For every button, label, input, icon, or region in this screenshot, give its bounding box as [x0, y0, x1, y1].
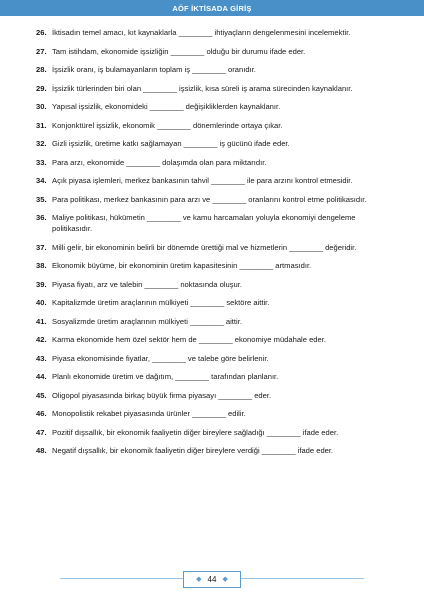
question-item: [36, 194, 394, 205]
question-item: [36, 64, 394, 75]
question-item: [36, 260, 394, 271]
page-footer: [0, 566, 424, 592]
header-title: AÖF İKTİSADA GİRİŞ: [172, 3, 252, 13]
question-item: [36, 427, 394, 438]
question-number: 33.: [36, 157, 47, 167]
question-text: Piyasa fiyatı, arz ve talebin ________ noktasında oluşur.: [52, 279, 242, 289]
question-item: [36, 175, 394, 186]
question-number: 26.: [36, 28, 47, 37]
question-text: Tam istihdam, ekonomide işsizliğin ________ olduğu bir durumu ifade eder.: [52, 46, 306, 56]
question-item: [36, 408, 394, 419]
question-number: 32.: [36, 139, 47, 148]
question-item: [36, 46, 394, 57]
question-item: [36, 138, 394, 149]
question-item: [36, 353, 394, 364]
question-text: Para politikası, merkez bankasının para arzı ve ________ oranlarını kontrol etme politikasıdır.: [52, 194, 367, 204]
question-number: 29.: [36, 83, 47, 93]
question-number: 46.: [36, 409, 47, 418]
question-number: 36.: [36, 213, 47, 222]
question-number: 30.: [36, 102, 47, 111]
question-text: Kapitalizmde üretim araçlarının mülkiyeti ________ sektöre aittir.: [52, 298, 270, 307]
question-text: Gizli işsizlik, üretime katkı sağlamayan ________ iş gücünü ifade eder.: [52, 139, 290, 148]
question-number: 27.: [36, 46, 47, 56]
question-item: [36, 334, 394, 345]
question-item: [36, 212, 394, 234]
question-text: Sosyalizmde üretim araçlarının mülkiyeti ________ aittir.: [52, 316, 242, 326]
question-item: [36, 83, 394, 94]
question-text: Açık piyasa işlemleri, merkez bankasının tahvil ________ ile para arzını kontrol etmesidir.: [52, 176, 353, 185]
question-text: Maliye politikası, hükümetin ________ ve kamu harcamaları yoluyla ekonomiyi dengeleme politikasıdır.: [52, 213, 356, 233]
question-item: [36, 297, 394, 308]
question-item: [36, 445, 394, 456]
header-bar: [0, 0, 424, 16]
question-list: [36, 27, 394, 464]
question-text: İşsizlik oranı, iş bulamayanların toplam iş ________ oranıdır.: [52, 65, 256, 74]
question-number: 40.: [36, 298, 47, 307]
question-number: 39.: [36, 279, 47, 289]
page-number: 44: [207, 574, 217, 584]
question-item: [36, 27, 394, 38]
question-text: Negatif dışsallık, bir ekonomik faaliyetin diğer bireylere verdiği ________ ifade eder.: [52, 446, 334, 455]
question-text: Pozitif dışsallık, bir ekonomik faaliyetin diğer bireylere sağladığı ________ ifade eder.: [52, 427, 339, 437]
question-number: 38.: [36, 261, 47, 270]
question-item: [36, 120, 394, 131]
question-text: Yapısal işsizlik, ekonomideki ________ değişikliklerden kaynaklanır.: [52, 102, 281, 111]
question-text: Karma ekonomide hem özel sektör hem de ________ ekonomiye müdahale eder.: [52, 335, 326, 344]
question-item: [36, 279, 394, 290]
question-number: 45.: [36, 390, 47, 400]
question-text: Ekonomik büyüme, bir ekonominin üretim kapasitesinin ________ artmasıdır.: [52, 261, 312, 270]
question-number: 42.: [36, 335, 47, 344]
question-number: 43.: [36, 353, 47, 363]
question-text: İşsizlik türlerinden biri olan ________ işsizlik, kısa süreli iş arama sürecinden kaynaklanır.: [52, 83, 353, 93]
question-text: Para arzı, ekonomide ________ dolaşımda olan para miktarıdır.: [52, 157, 267, 167]
question-text: Konjonktürel işsizlik, ekonomik ________ dönemlerinde ortaya çıkar.: [52, 120, 283, 130]
question-text: Monopolistik rekabet piyasasında ürünler ________ edilir.: [52, 409, 246, 418]
ornament-right-icon: ◆: [222, 576, 228, 583]
question-item: [36, 157, 394, 168]
question-number: 44.: [36, 372, 47, 381]
question-item: [36, 101, 394, 112]
question-number: 47.: [36, 427, 47, 437]
question-text: Piyasa ekonomisinde fiyatlar, ________ ve talebe göre belirlenir.: [52, 353, 269, 363]
ornament-left-icon: ◆: [196, 576, 202, 583]
question-number: 37.: [36, 242, 47, 252]
question-number: 31.: [36, 120, 47, 130]
question-item: [36, 242, 394, 253]
page-number-box: [183, 571, 241, 588]
question-number: 48.: [36, 446, 47, 455]
question-number: 34.: [36, 176, 47, 185]
question-text: İktisadın temel amacı, kıt kaynaklarla ________ ihtiyaçların dengelenmesini incelemektir.: [52, 28, 351, 37]
page-header: [0, 0, 424, 16]
question-text: Oligopol piyasasında birkaç büyük firma piyasayı ________ eder.: [52, 390, 272, 400]
question-number: 35.: [36, 194, 47, 204]
question-item: [36, 316, 394, 327]
question-text: Planlı ekonomide üretim ve dağıtım, ________ tarafından planlanır.: [52, 372, 279, 381]
question-number: 28.: [36, 65, 47, 74]
question-number: 41.: [36, 316, 47, 326]
question-item: [36, 390, 394, 401]
question-text: Milli gelir, bir ekonominin belirli bir dönemde ürettiği mal ve hizmetlerin ________ değeridir.: [52, 242, 357, 252]
question-item: [36, 371, 394, 382]
